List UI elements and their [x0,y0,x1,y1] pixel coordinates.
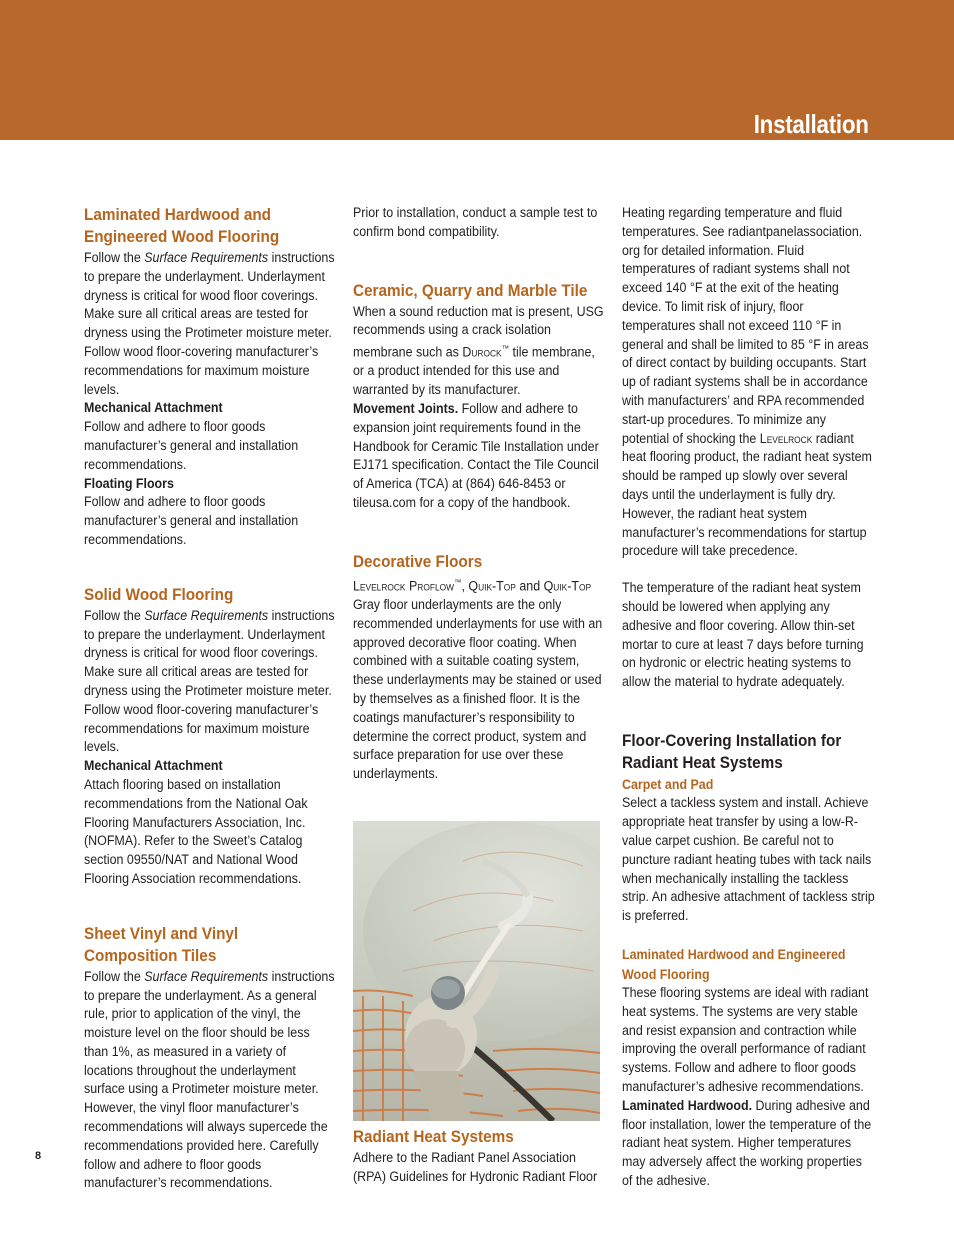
heading-decorative-floors: Decorative Floors [353,551,483,571]
paragraph: Heating regarding temperature and fluid temperatures. See radiantpanelassociation. org for detailed information. Fluid temperatures of radiant systems shall not exceed 140 °F at the exit of the heating device. To limit risk of injury, floor temperatures shall not exceed 110 °F in general and shall be limited to 85 °F in areas of direct contact by building occupants. Start up of radiant systems shall be in accordance with manufacturers’ and RPA recommended start-up procedures. To minimize any potential of shocking the Levelrock radiant heat flooring product, the radiant heat system should be ramped up slowly over several days until the underlayment is fully dry. However, the radiant heat system manufacturer’s recommendations for startup procedure will take precedence. [622,205,872,559]
paragraph: Follow and adhere to floor goods manufacturer’s general and installation recommendations. [84,419,299,472]
heading-line: Laminated Hardwood and Engineered [622,947,846,962]
radiant-heat-block [353,1126,603,1187]
paragraph: Prior to installation, conduct a sample test to confirm bond compatibility. [353,205,598,239]
column-2 [353,204,603,784]
heading-line: Engineered Wood Flooring [84,227,280,246]
paragraph: Select a tackless system and install. Achieve appropriate heat transfer by using a low-R-value carpet cushion. Be careful not to puncture radiant heating tubes with tack nails when mechanically installing the tackless strip. An adhesive attachment of tackless strip is preferred. [622,795,875,924]
paragraph: Follow the Surface Requirements instructions to prepare the underlayment. Underlayment dryness is critical for wood floor coverings. Make sure all critical areas are tested for dryness using the Protimeter moisture meter. Follow wood floor-covering manufacturer’s recommendations for maximum moisture levels. [84,250,335,397]
heading-line: Laminated Hardwood and [84,205,272,224]
paragraph: Follow the Surface Requirements instructions to prepare the underlayment. Underlayment dryness is critical for wood floor coverings. Make sure all critical areas are tested for dryness using the Protimeter moisture meter. Follow wood floor-covering manufacturer’s recommendations for maximum moisture levels. [84,607,335,755]
column-3 [622,204,875,1191]
paragraph: Adhere to the Radiant Panel Association (RPA) Guidelines for Hydronic Radiant Floor [353,1150,598,1184]
paragraph: Attach flooring based on installation recommendations from the National Oak Flooring Manufacturers Association, Inc. (NOFMA). Refer to the Sweet’s Catalog section 09550/NAT and National Wood Flooring Association recommendations. [84,776,308,886]
subheading-mechanical-attachment: Mechanical Attachment [84,758,223,774]
subheading-floating-floors: Floating Floors [84,475,174,491]
heading-line: Wood Flooring [622,966,710,982]
page-number: 8 [35,1150,42,1162]
header-banner [0,0,954,140]
worker-pouring-underlayment-photo [353,821,600,1121]
paragraph: Follow and adhere to floor goods manufacturer’s general and installation recommendations. [84,494,299,547]
heading-ceramic-tile: Ceramic, Quarry and Marble Tile [353,280,588,300]
subheading-mechanical-attachment: Mechanical Attachment [84,400,223,416]
heading-laminated-hardwood [84,204,336,248]
paragraph: The temperature of the radiant heat system should be lowered when applying any adhesive and floor covering. Allow thin-set mortar to cure at least 7 days before turning on hydronic or electric heating systems to allow the material to hydrate adequately. [622,580,864,690]
paragraph: These flooring systems are ideal with radiant heat systems. The systems are very stable and resist expansion and contraction while improving the overall performance of radiant systems. Follow and adhere to floor goods manufacturer’s adhesive recommendations. [622,985,869,1094]
heading-line: Composition Tiles [84,945,217,965]
paragraph: Follow the Surface Requirements instructions to prepare the underlayment. As a general rule, prior to application of the vinyl, the moisture level on the floor should be less than 1%, as measured in a variety of locations throughout the underlayment surface using a Protimeter moisture meter. However, the vinyl floor manufacturer’s recommendations will always supercede the recommendations provided here. Carefully follow and adhere to floor goods manufacturer’s recommendations. [84,968,335,1191]
paragraph: When a sound reduction mat is present, USG recommends using a crack isolation membrane such as Durock™ tile membrane, or a product intended for this use and warranted by its manufacturer. [353,303,604,398]
heading-radiant-heat: Radiant Heat Systems [353,1127,514,1146]
heading-floor-covering-radiant [622,730,874,774]
paragraph: Levelrock Proflow™, Quik-Top and Quik-Top Gray floor underlayments are the only recommended underlayments for use with an approved decorative floor coating. When combined with a suitable coating system, these underlayments may be stained or used by themselves as a finished floor. It is the coatings manufacturer’s responsibility to determine the correct product, system and surface preparation for use over these underlayments. [353,577,603,782]
subheading-carpet-and-pad: Carpet and Pad [622,776,714,792]
column-1 [84,204,334,1193]
paragraph: Laminated Hardwood. During adhesive and floor installation, lower the temperature of the radiant heat system. Higher temperatures may adversely affect the working properties of the adhesive. [622,1097,872,1188]
page-title: Installation [754,109,869,139]
heading-line: Floor-Covering Installation for [622,730,842,750]
photo-illustration [353,821,600,1121]
heading-solid-wood: Solid Wood Flooring [84,584,234,604]
heading-sheet-vinyl [84,923,336,967]
paragraph: Movement Joints. Follow and adhere to expansion joint requirements found in the Handbook for Ceramic Tile Installation under EJ171 specification. Contact the Tile Council of America (TCA) at (864) 646-8453 or tileusa.com for a copy of the handbook. [353,401,599,511]
heading-line: Sheet Vinyl and Vinyl [84,923,239,943]
heading-line: Radiant Heat Systems [622,752,783,772]
subheading-laminated-engineered [622,945,873,984]
